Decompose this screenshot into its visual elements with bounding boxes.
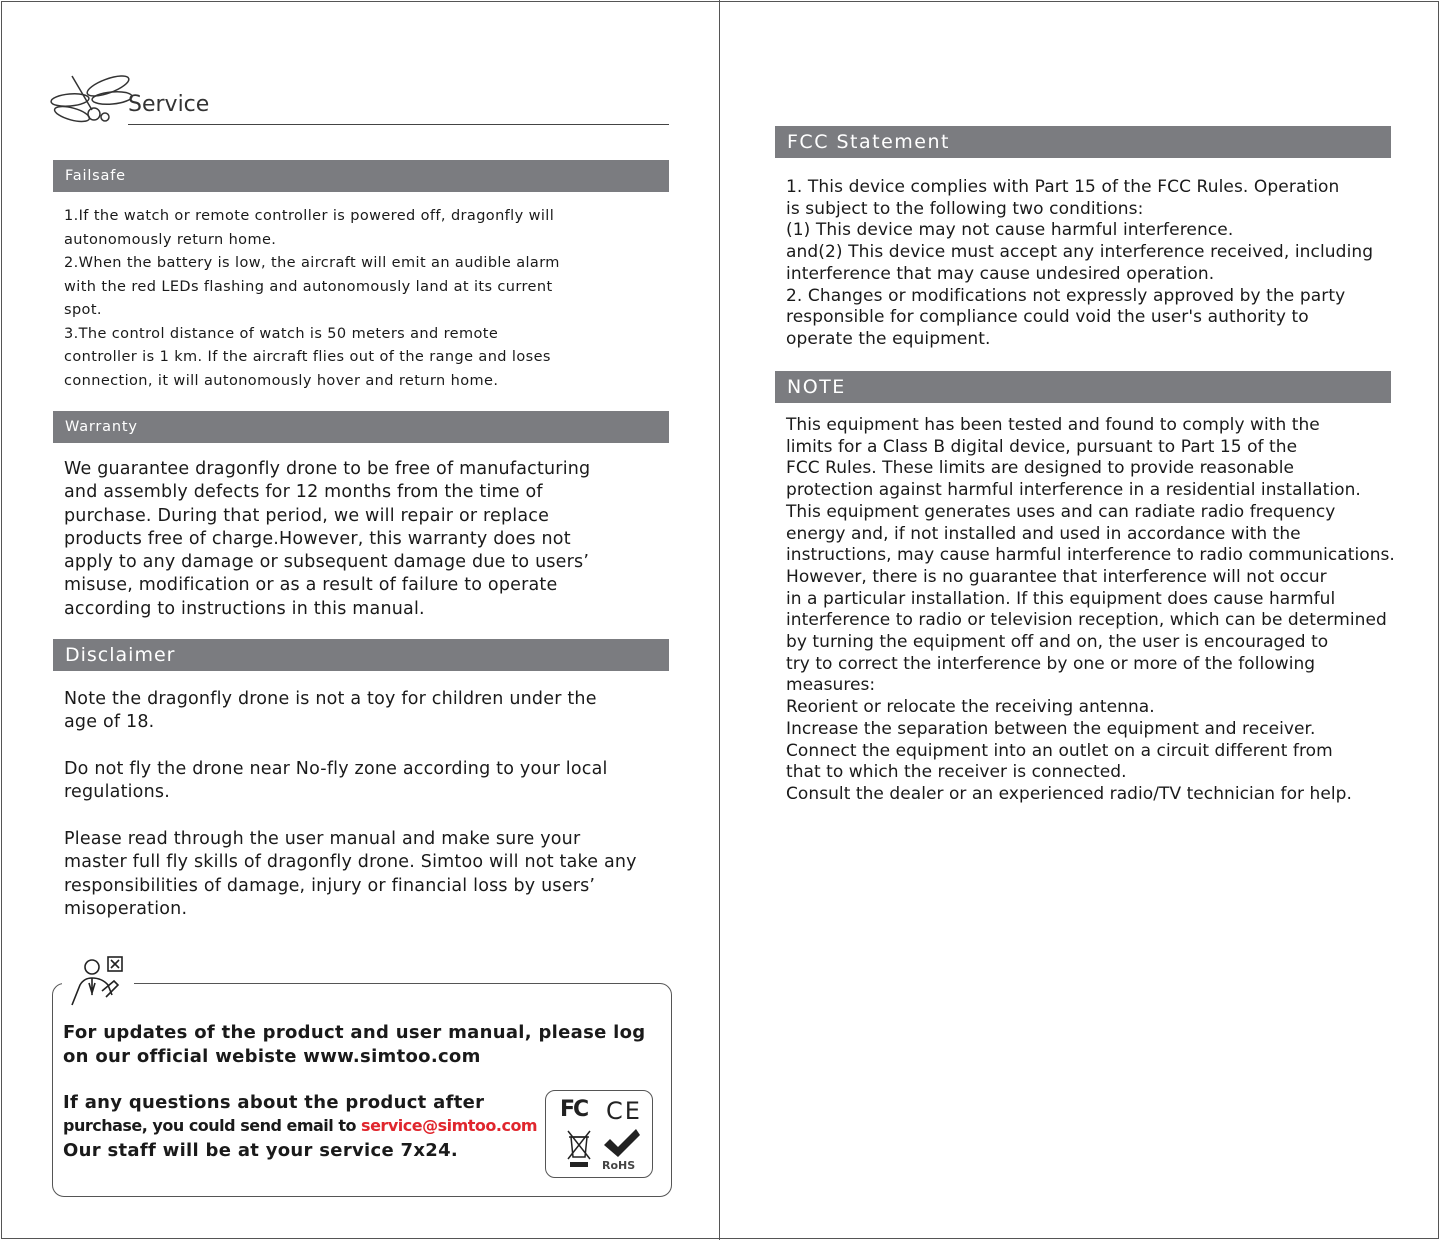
fcc-statement-heading: FCC Statement	[775, 126, 1391, 158]
note-heading: NOTE	[775, 371, 1391, 403]
page-divider	[719, 0, 720, 1240]
page-title: Service	[128, 92, 210, 117]
note-text: This equipment has been tested and found to comply with the limits for a Class B digital device, pursuant to Part 15 of the FCC Rules. These limits are designed to provide reasonable protection against harmful interference in a residential installation. This equipment generates uses and can radiate radio frequency energy and, if not installed and used in accordance with the instructions, may cause harmful interference to radio communications. However, there is no guarantee that interference will not occur in a particular installation. If this equipment does cause harmful interference to radio or television reception, which can be determined by turning the equipment off and on, the user is encouraged to try to correct the interference by one or more of the following measures: Reorient or relocate the receiving antenna. Increase the separation between the equipment and receiver. Connect the equipment into an outlet on a circuit different from that to which the receiver is connected. Consult the dealer or an experienced radio/TV technician for help.	[786, 415, 1395, 804]
support-email-link[interactable]: service@simtoo.com	[361, 1116, 538, 1135]
disclaimer-heading: Disclaimer	[53, 639, 669, 671]
failsafe-heading: Failsafe	[53, 160, 669, 192]
rohs-label: RoHS	[602, 1159, 636, 1172]
support-person-icon	[62, 955, 134, 1011]
disclaimer-paragraph-3: Please read through the user manual and make sure your master full fly skills of dragonfly drone. Simtoo will not take any responsibilities of damage, injury or financial loss by users’ misoperation.	[64, 829, 637, 919]
disclaimer-paragraph-1: Note the dragonfly drone is not a toy for children under the age of 18.	[64, 689, 597, 733]
questions-line-2-text: purchase, you could send email to	[63, 1116, 362, 1135]
disclaimer-paragraph-2: Do not fly the drone near No-fly zone according to your local regulations.	[64, 759, 608, 803]
fcc-logo: FC	[560, 1097, 588, 1122]
title-underline	[128, 124, 669, 125]
weee-bin-icon	[564, 1129, 594, 1169]
update-info-text: For updates of the product and user manual, please log on our official webiste www.simtoo.com	[63, 1022, 646, 1067]
questions-line-3: Our staff will be at your service 7x24.	[63, 1140, 459, 1161]
questions-line-2	[63, 1115, 537, 1137]
questions-line-1: If any questions about the product after	[63, 1092, 485, 1113]
warranty-text: We guarantee dragonfly drone to be free of manufacturing and assembly defects for 12 months from the time of purchase. During that period, we will repair or replace products free of charge.However, this warranty does not apply to any damage or subsequent damage due to users’ misuse, modification or as a result of failure to operate according to instructions in this manual.	[64, 459, 591, 619]
failsafe-text: 1.If the watch or remote controller is powered off, dragonfly will autonomously return home. 2.When the battery is low, the aircraft will emit an audible alarm with the red LEDs flashing and autonomously land at its current spot. 3.The control distance of watch is 50 meters and remote controller is 1 km. If the aircraft flies out of the range and loses connection, it will autonomously hover and return home.	[64, 208, 560, 389]
warranty-heading: Warranty	[53, 411, 669, 443]
ce-logo: CE	[606, 1097, 642, 1125]
certification-box	[545, 1090, 653, 1178]
fcc-statement-text: 1. This device complies with Part 15 of the FCC Rules. Operation is subject to the following two conditions: (1) This device may not cause harmful interference. and(2) This device must accept any interference received, including interference that may cause undesired operation. 2. Changes or modifications not expressly approved by the party responsible for compliance could void the user's authority to operate the equipment.	[786, 177, 1374, 349]
dragonfly-logo-icon	[50, 72, 134, 130]
rohs-check-icon	[602, 1127, 642, 1159]
